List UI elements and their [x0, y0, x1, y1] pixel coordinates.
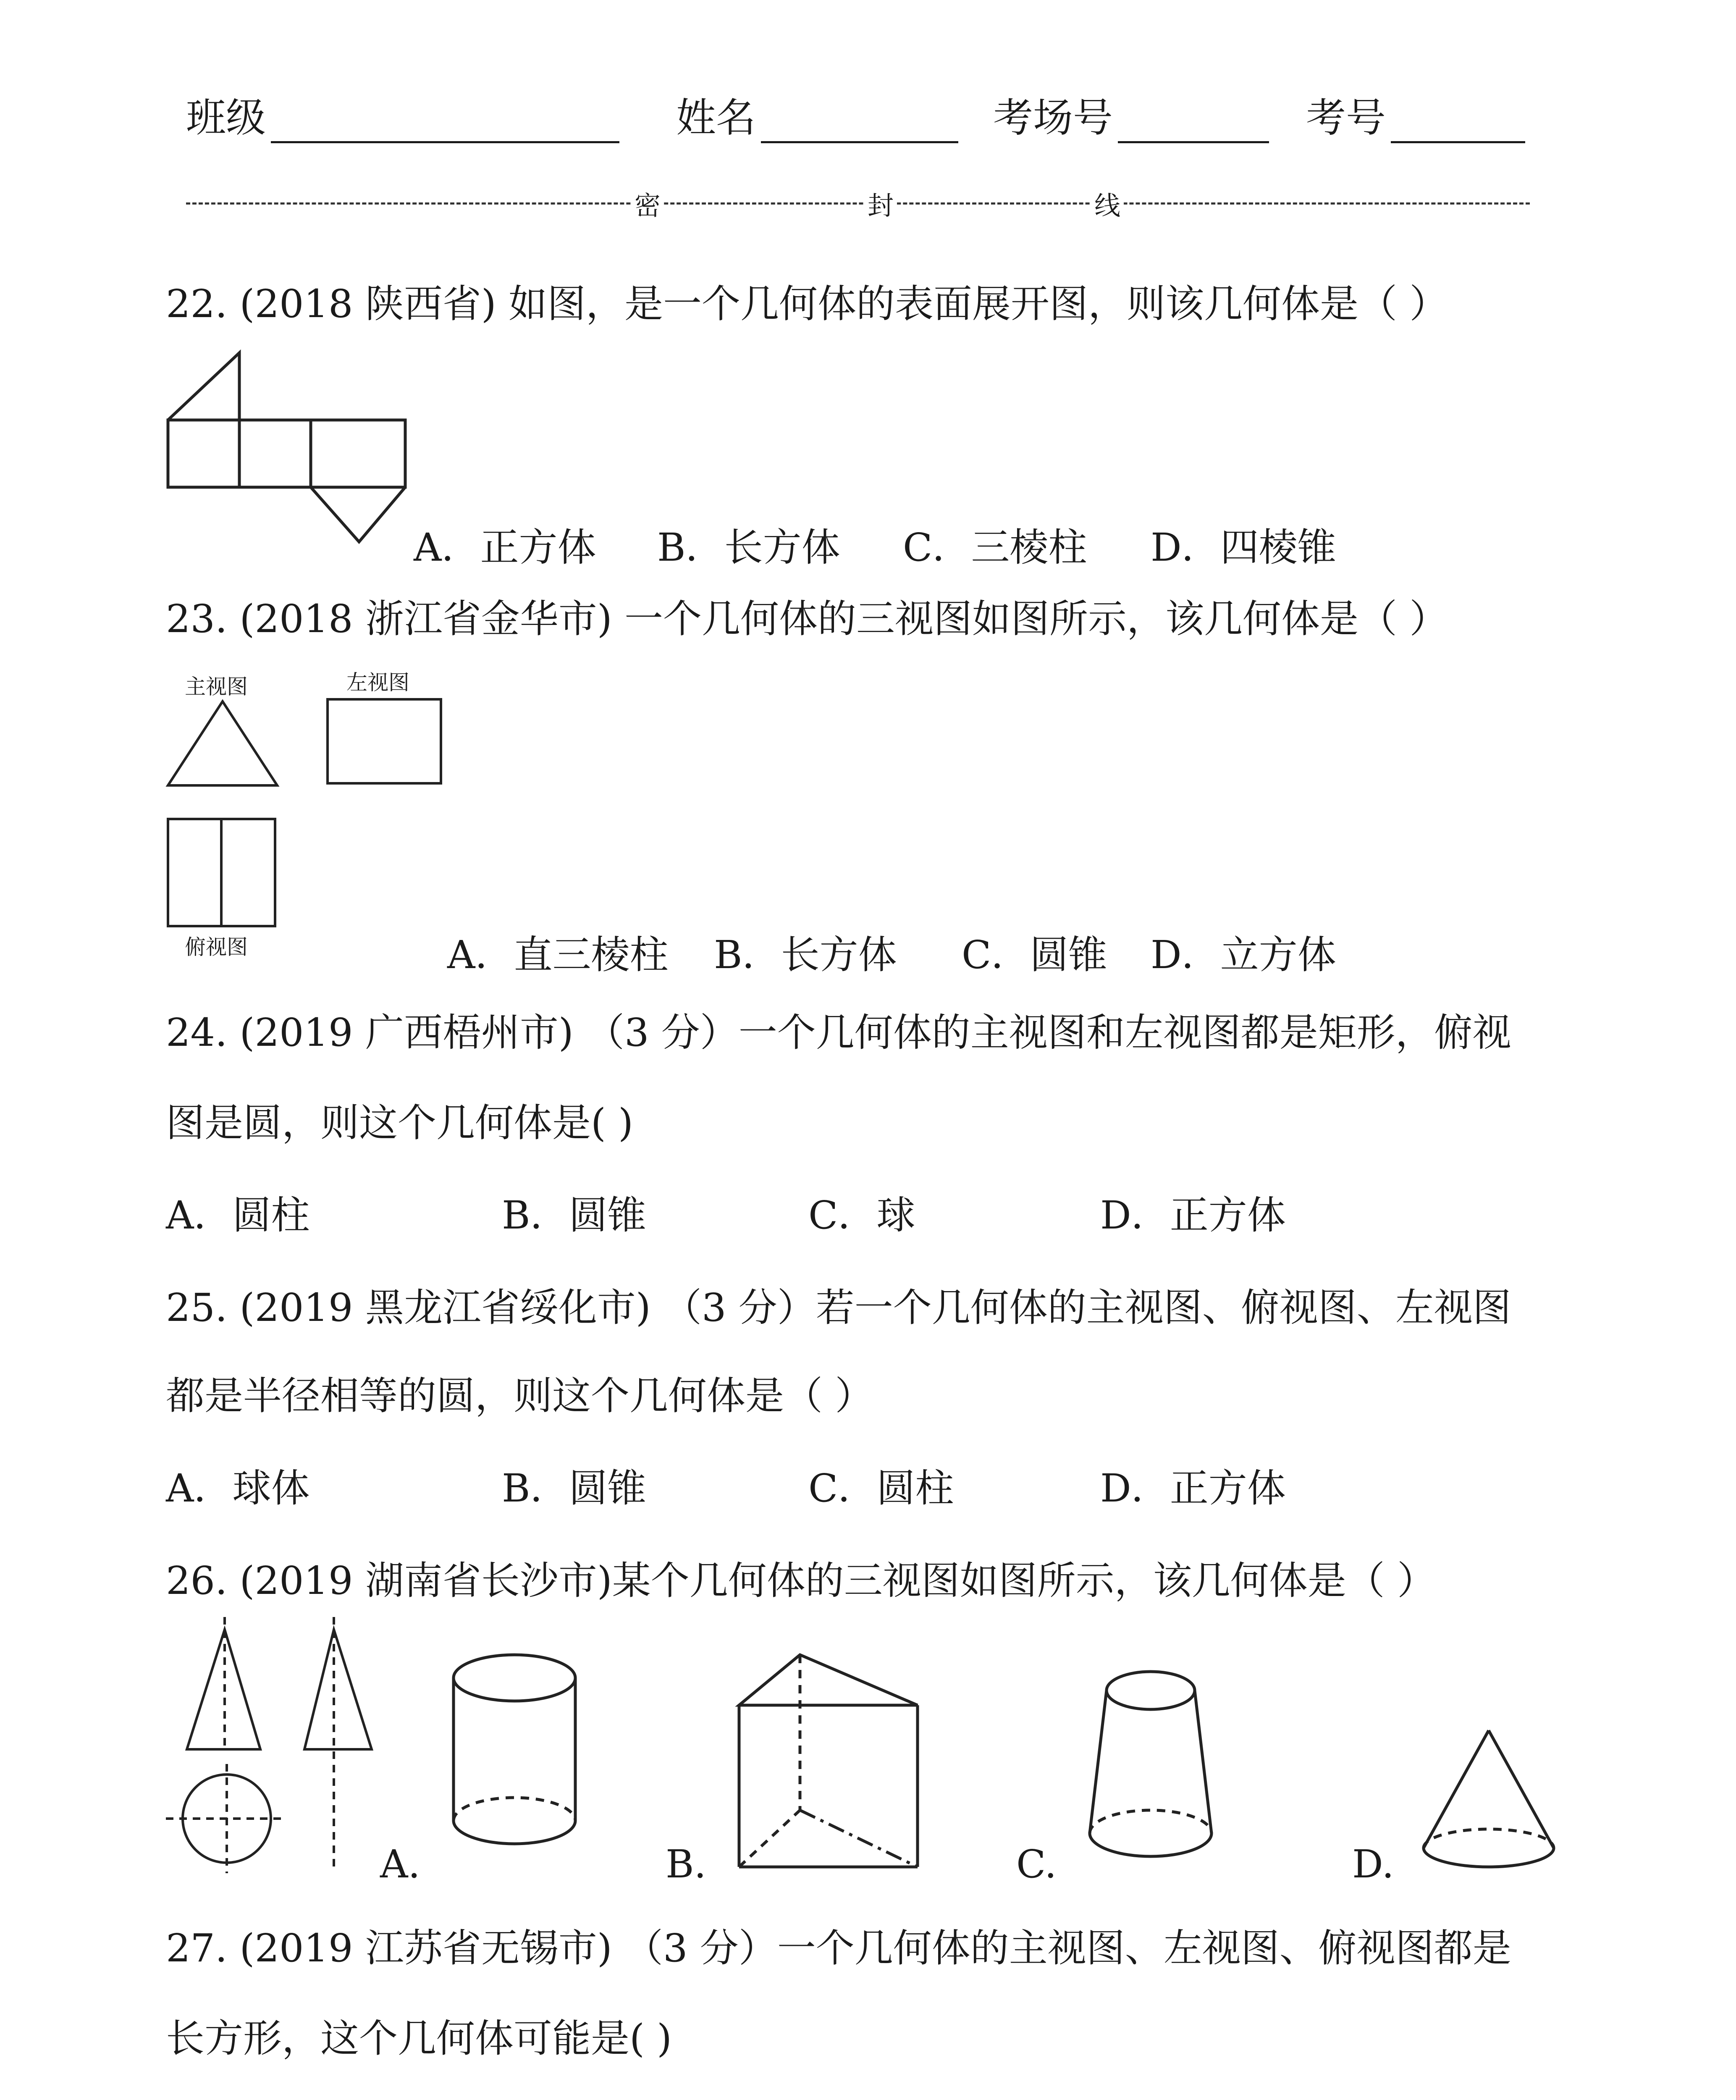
class-label: 班级 — [186, 95, 266, 141]
q25-option-c[interactable]: C．圆柱 — [808, 1466, 954, 1511]
q25-text-line1: 25. (2019 黑龙江省绥化市) （3 分）若一个几何体的主视图、俯视图、左视图 — [166, 1285, 1511, 1330]
q23-option-d[interactable]: D．立方体 — [1151, 932, 1336, 977]
q23-option-a[interactable]: A．直三棱柱 — [447, 932, 669, 977]
q27-text-line2: 长方形，这个几何体可能是( ) — [166, 2016, 672, 2061]
q26-option-b[interactable]: B. — [666, 1842, 706, 1887]
q23-front-view-label: 主视图 — [185, 675, 248, 699]
q26-text: 26. (2019 湖南省长沙市)某个几何体的三视图如图所示，该几何体是（ ） — [166, 1558, 1436, 1603]
q25-option-a[interactable]: A．球体 — [166, 1466, 310, 1511]
q23-side-view-label: 左视图 — [346, 670, 409, 695]
q25-option-b[interactable]: B．圆锥 — [502, 1466, 646, 1511]
q26-option-d[interactable]: D. — [1352, 1842, 1394, 1887]
q24-option-c[interactable]: C．球 — [808, 1193, 915, 1238]
q26-option-a[interactable]: A. — [380, 1842, 420, 1887]
q22-option-d[interactable]: D．四棱锥 — [1151, 525, 1336, 570]
q24-text-line1: 24. (2019 广西梧州市) （3 分）一个几何体的主视图和左视图都是矩形，俯视 — [166, 1010, 1511, 1055]
q24-option-b[interactable]: B．圆锥 — [502, 1193, 646, 1238]
room-label: 考场号 — [993, 95, 1113, 141]
q27-text-line1: 27. (2019 江苏省无锡市) （3 分）一个几何体的主视图、左视图、俯视图都是 — [166, 1926, 1511, 1971]
q23-option-c[interactable]: C．圆锥 — [962, 932, 1107, 977]
number-label: 考号 — [1306, 95, 1386, 141]
q23-text: 23. (2018 浙江省金华市) 一个几何体的三视图如图所示，该几何体是（ ） — [166, 596, 1448, 641]
q25-text-line2: 都是半径相等的圆，则这个几何体是（ ） — [166, 1373, 874, 1418]
q22-option-a[interactable]: A．正方体 — [414, 525, 596, 570]
seal-char-feng: 封 — [864, 185, 897, 222]
name-label: 姓名 — [676, 95, 756, 141]
q24-option-a[interactable]: A．圆柱 — [166, 1193, 310, 1238]
q25-option-d[interactable]: D．正方体 — [1100, 1466, 1286, 1511]
seal-char-mi: 密 — [631, 185, 664, 222]
q24-text-line2: 图是圆，则这个几何体是( ) — [166, 1100, 634, 1145]
q24-option-d[interactable]: D．正方体 — [1100, 1193, 1286, 1238]
q23-top-view-label: 俯视图 — [185, 935, 248, 959]
q22-option-b[interactable]: B．长方体 — [657, 525, 840, 570]
seal-char-xian: 线 — [1091, 185, 1124, 222]
q22-text: 22. (2018 陕西省) 如图，是一个几何体的表面展开图，则该几何体是（ ） — [166, 281, 1448, 326]
q26-option-c[interactable]: C. — [1016, 1842, 1057, 1887]
q23-option-b[interactable]: B．长方体 — [714, 932, 897, 977]
q22-option-c[interactable]: C．三棱柱 — [903, 525, 1087, 570]
